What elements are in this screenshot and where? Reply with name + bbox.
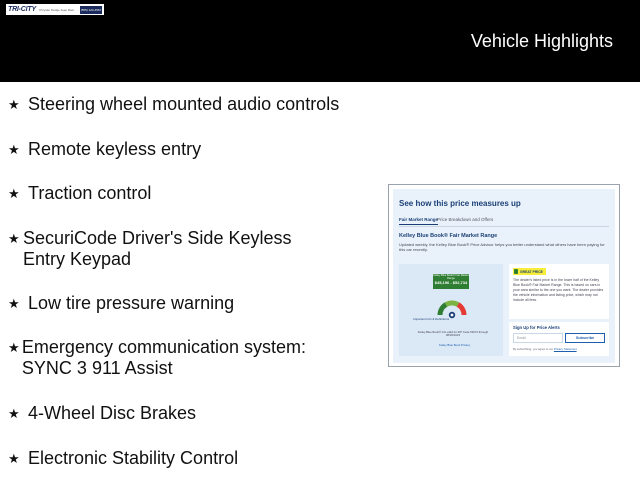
fine-print	[513, 347, 577, 351]
kbb-valid-text: Kelley Blue Book® info valid for ZIP Code 53074 through 08/30/2023	[417, 330, 489, 338]
kbb-price-label: Kelley Blue Book® Fair Market Range	[433, 274, 469, 281]
highlight-text: Remote keyless entry	[28, 139, 202, 159]
highlight-text: Traction control	[28, 183, 152, 203]
list-item	[8, 228, 308, 270]
kbb-price-value: $45,196 - $52,734	[434, 280, 468, 286]
star-icon: ★	[8, 296, 20, 311]
list-item	[8, 293, 368, 314]
kbb-tab-bar	[399, 217, 609, 227]
kbb-price-range-box	[433, 274, 469, 289]
highlight-text: Steering wheel mounted audio controls	[28, 94, 340, 114]
price-alerts-panel	[509, 322, 609, 356]
kbb-description: Updated weekly, the Kelley Blue Book® Price Advisor helps you better understand what others have been paying for this car recently.	[399, 242, 605, 253]
badge-label: GREAT PRICE	[520, 269, 543, 274]
kbb-info-link[interactable]: Important Info & Definitions	[413, 317, 450, 321]
dealer-logo[interactable]	[6, 4, 104, 15]
star-icon: ★	[8, 97, 20, 112]
highlight-text: Emergency communication system: SYNC 3 911 Assist	[21, 337, 307, 378]
kbb-subtitle: Kelley Blue Book® Fair Market Range	[399, 233, 498, 239]
list-item	[8, 139, 368, 160]
highlight-text: 4-Wheel Disc Brakes	[28, 403, 197, 423]
kbb-privacy-link[interactable]: Kelley Blue Book Privacy	[439, 343, 471, 347]
page-title: Vehicle Highlights	[470, 31, 613, 51]
star-icon: ★	[8, 406, 20, 421]
logo-wordmark: TRI-CITY	[8, 6, 36, 13]
star-icon: ★	[8, 340, 20, 355]
kbb-price-widget[interactable]	[388, 184, 620, 367]
star-icon: ★	[8, 186, 20, 201]
highlight-text: SecuriCode Driver's Side Keyless Entry Keypad	[22, 228, 292, 269]
fine-print-text: By subscribing, you agree to our	[513, 347, 554, 351]
list-item	[8, 403, 368, 424]
highlight-text: Electronic Stability Control	[28, 448, 239, 468]
list-item	[8, 94, 368, 115]
kbb-gauge-panel	[399, 264, 503, 356]
price-alerts-title: Sign Up for Price Alerts	[513, 325, 560, 330]
star-icon: ★	[8, 142, 20, 157]
kbb-panel	[393, 189, 615, 363]
privacy-statement-link[interactable]: Privacy Statement	[553, 347, 577, 351]
list-item	[8, 337, 328, 379]
great-price-badge	[513, 268, 546, 275]
email-field[interactable]: Email	[513, 333, 563, 343]
badge-description: The dealer's listed price is in the lower half of the Kelley Blue Book® Fair Market Range. This is based on cars in your area similar to the one you want. The dealer provides the vehicle information and listing price, which may not include all fees.	[513, 278, 604, 302]
tab-price-breakdown[interactable]: Price Breakdown and Offers	[437, 217, 494, 222]
kbb-title: See how this price measures up	[399, 199, 521, 208]
logo-phone-badge: (555) 123-4567	[80, 7, 102, 12]
price-gauge-icon	[437, 295, 467, 319]
highlight-text: Low tire pressure warning	[28, 293, 235, 313]
page-header	[0, 0, 640, 82]
list-item	[8, 448, 368, 469]
subscribe-button[interactable]: Subscribe	[565, 333, 605, 343]
kbb-rating-panel	[509, 264, 609, 319]
badge-icon	[514, 269, 518, 274]
tab-fair-market-range[interactable]: Fair Market Range	[399, 217, 438, 225]
star-icon: ★	[8, 231, 20, 246]
star-icon: ★	[8, 451, 20, 466]
list-item	[8, 183, 368, 204]
logo-subtitle: Chrysler Dodge Jeep Ram	[38, 7, 75, 12]
